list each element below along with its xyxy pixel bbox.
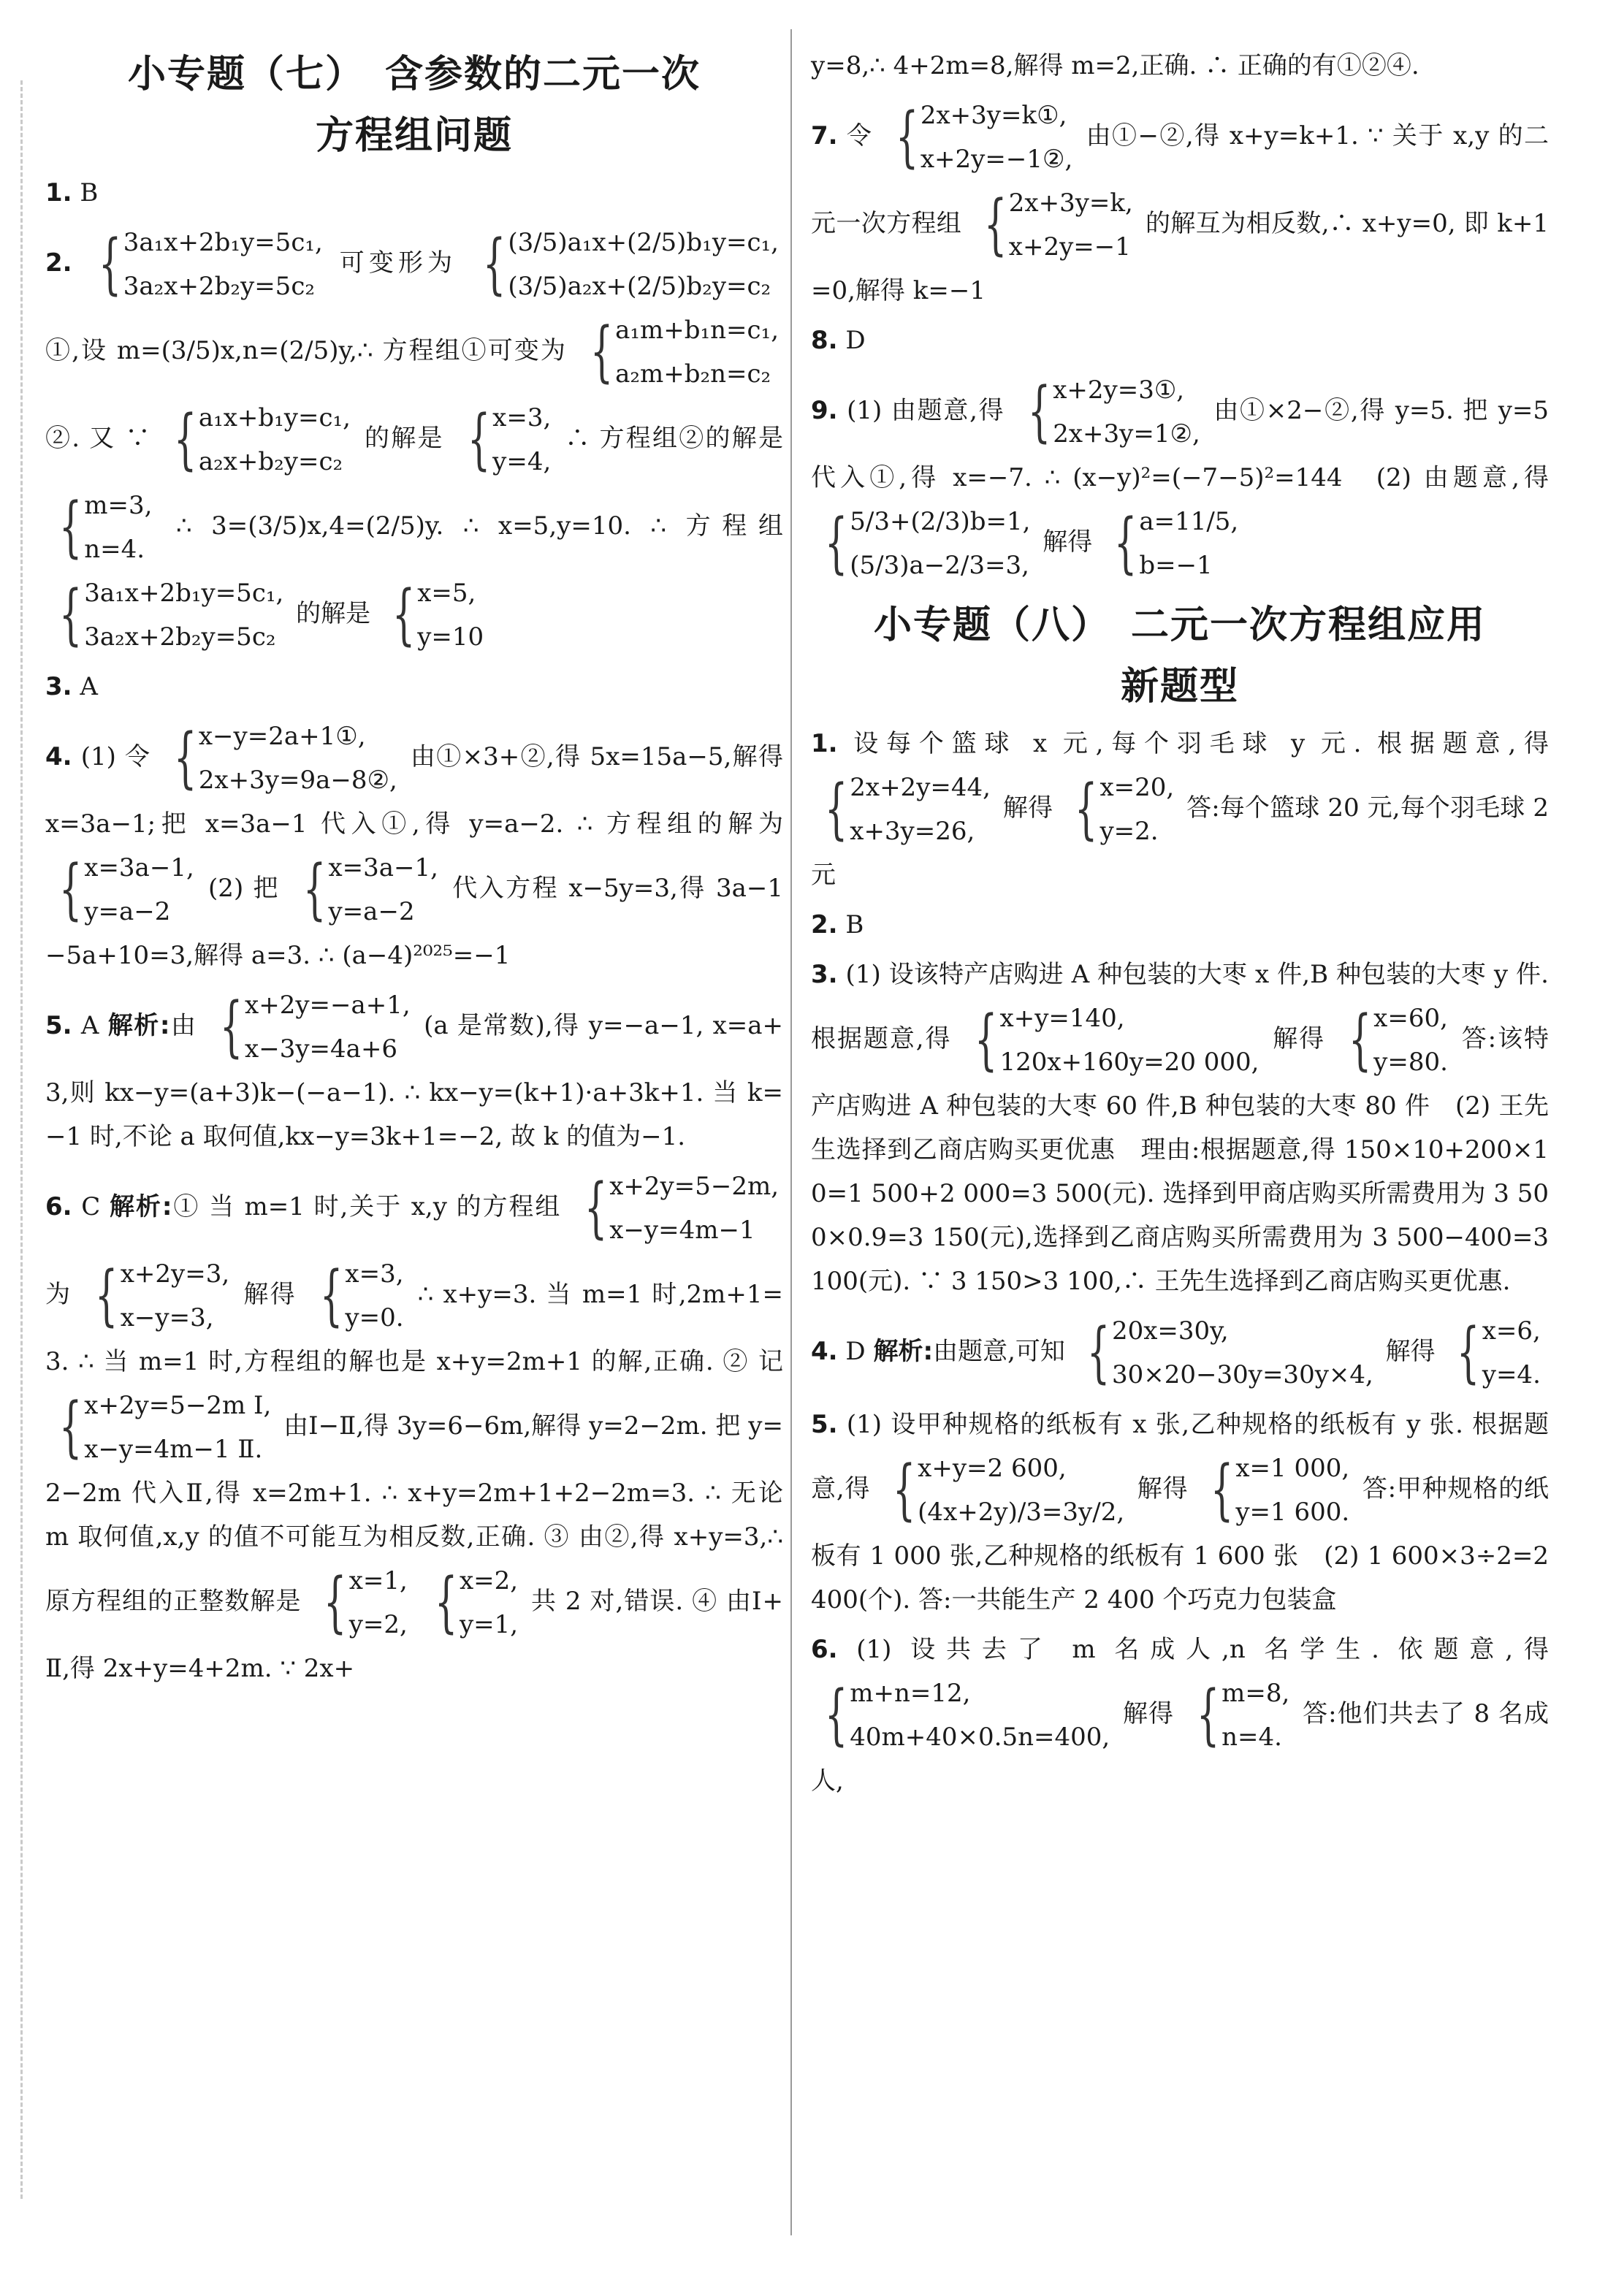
equation-system: { x=20, y=2. [1075,771,1175,847]
equation-system: { x=6, y=4. [1457,1314,1541,1391]
equation-system: { 2x+2y=44, x+3y=26, [824,771,991,847]
binding-margin-line [20,80,23,2199]
equation-system: { x=1, y=2, [324,1564,408,1641]
equation-system: { (3/5)a₁x+(2/5)b₁y=c₁, (3/5)a₂x+(2/5)b₂y=c₂ [482,226,779,302]
equation-system: { 2x+3y=k, x+2y=−1 [983,186,1133,263]
answer-item-1: 1. B [45,178,99,207]
answer-item-r3: 3. (1) 设该特产店购进 A 种包装的大枣 x 件,B 种包装的大枣 y 件. 根据题意,得 { x+y=140, 120x+160y=20 000, 解得 { x=60, y=80. 答:该特产店购进 A 种包装的大枣 60 件,B 种包装的大枣 80 件 (2) 王先生选择到乙商店购买更优惠 理由:根据题意,得 150×10+200×10=1 500+2 000=3 500(元). 选择到甲商店购买所需费用为 3 500×0.9=3 150(元),选择到乙商店购买所需费用为 3 500−400=3 100(元). ∵ 3 150>3 100,∴ 王先生选择到乙商店购买更优惠. [811,960,1550,1296]
equation-system: { x+y=140, 120x+160y=20 000, [975,1002,1259,1078]
equation-system: { 3a₁x+2b₁y=5c₁, 3a₂x+2b₂y=5c₂ [58,576,284,653]
equation-system: { x=5, y=10 [392,576,484,653]
answer-item-2: 2. { 3a₁x+2b₁y=5c₁, 3a₂x+2b₂y=5c₂ 可变形为 { (3/5)a₁x+(2/5)b₁y=c₁, (3/5)a₂x+(2/5)b₂y=c₂ ①,设 m=(3/5)x,n=(2/5)y,∴ 方程组①可变为 { a₁m+b₁n=c₁, a₂m+b₂n=c₂ ②. 又 ∵ { a₁x+b₁y=c₁, a₂x+b₂y=c₂ 的解是 { x=3, y=4, ∴ 方程组②的解是 { m=3, n=4. ∴ 3=(3/5)x,4=(2/5)y. ∴ x=5,y=10. ∴ 方程组 { 3a₁x+2b₁y=5c₁, 3a₂x+2b₂y=5c₂ 的解是 { x=5, y=10 [45,221,783,659]
equation-system: { x=3a−1, y=a−2 [58,851,194,928]
answer-item-9: 9. (1) 由题意,得 { x+2y=3①, 2x+3y=1②, 由①×2−②,得 y=5. 把 y=5 代入①,得 x=−7. ∴ (x−y)²=(−7−5)²=144 (2) 由题意,得 { 5/3+(2/3)b=1, (5/3)a−2/3=3, 解得 { a=11/5, b=−1 [811,368,1549,587]
right-column [811,44,1549,1809]
answer-item-5: 5. A 解析:由 { x+2y=−a+1, x−3y=4a+6 (a 是常数),得 y=−a−1, x=a+3,则 kx−y=(a+3)k−(−a−1). ∴ kx−y=(k+1)·a+3k+1. 当 k=−1 时,不论 a 取何值,kx−y=3k+1=−2, 故 k 的值为−1. [45,983,783,1159]
section-title-7-line2: 方程组问题 [315,114,513,158]
answer-item-3: 3. A [45,672,98,701]
equation-system: { x=3a−1, y=a−2 [303,851,438,928]
equation-system: { x=2, y=1, [434,1564,519,1641]
equation-system: { a=11/5, b=−1 [1113,505,1239,581]
equation-system: { m+n=12, 40m+40×0.5n=400, [824,1677,1110,1753]
answer-item-r2: 2. B [811,910,864,939]
answer-item-r6: 6. (1) 设共去了 m 名成人,n 名学生. 依题意,得 { m+n=12, 40m+40×0.5n=400, 解得 { m=8, n=4. 答:他们共去了 8 名成人, [811,1635,1550,1796]
equation-system: { m=3, n=4. [58,489,153,565]
equation-system: { x=60, y=80. [1348,1002,1448,1078]
section-title-7-line1: 小专题（七） 含参数的二元一次 [127,53,701,96]
equation-system: { x=3, y=0. [320,1257,404,1334]
equation-system: { x+y=2 600, (4x+2y)/3=3y/2, [892,1452,1125,1528]
left-column [45,44,783,1696]
equation-system: { x−y=2a+1①, 2x+3y=9a−8②, [173,720,397,796]
equation-system: { a₁x+b₁y=c₁, a₂x+b₂y=c₂ [173,401,351,478]
answer-item-6-continued: y=8,∴ 4+2m=8,解得 m=2,正确. ∴ 正确的有①②④. [811,51,1419,80]
equation-system: { x+2y=3①, 2x+3y=1②, [1027,373,1200,450]
answer-item-r5: 5. (1) 设甲种规格的纸板有 x 张,乙种规格的纸板有 y 张. 根据题意,得 { x+y=2 600, (4x+2y)/3=3y/2, 解得 { x=1 000, y=1 600. 答:甲种规格的纸板有 1 000 张,乙种规格的纸板有 1 600 张 (2) 1 600×3÷2=2 400(个). 答:一共能生产 2 400 个巧克力包装盒 [811,1410,1550,1614]
column-divider [790,29,792,2235]
equation-system: { x+2y=5−2m Ⅰ, x−y=4m−1 Ⅱ. [58,1389,272,1465]
answer-item-r1: 1. 设每个篮球 x 元,每个羽毛球 y 元. 根据题意,得 { 2x+2y=44, x+3y=26, 解得 { x=20, y=2. 答:每个篮球 20 元,每个羽毛球 2 元 [811,729,1550,890]
equation-system: { 3a₁x+2b₁y=5c₁, 3a₂x+2b₂y=5c₂ [98,226,323,302]
equation-system: { 5/3+(2/3)b=1, (5/3)a−2/3=3, [824,505,1031,581]
equation-system: { a₁m+b₁n=c₁, a₂m+b₂n=c₂ [590,313,779,390]
answer-item-7: 7. 令 { 2x+3y=k①, x+2y=−1②, 由①−②,得 x+y=k+1. ∵ 关于 x,y 的二元一次方程组 { 2x+3y=k, x+2y=−1 的解互为相反数,∴ x+y=0, 即 k+1=0,解得 k=−1 [811,94,1549,313]
equation-system: { x+2y=−a+1, x−3y=4a+6 [219,988,411,1065]
equation-system: { 2x+3y=k①, x+2y=−1②, [895,99,1073,175]
section-title-8-line2: 新题型 [1120,665,1239,709]
equation-system: { x+2y=5−2m, x−y=4m−1 [584,1170,780,1246]
equation-system: { x+2y=3, x−y=3, [95,1257,230,1334]
equation-system: { m=8, n=4. [1196,1677,1290,1753]
answer-item-6: 6. C 解析:① 当 m=1 时,关于 x,y 的方程组 { x+2y=5−2m, x−y=4m−1 为 { x+2y=3, x−y=3, 解得 { x=3, y=0. ∴ x+y=3. 当 m=1 时,2m+1=3. ∴ 当 m=1 时,方程组的解也是 x+y=2m+1 的解,正确. ② 记 { x+2y=5−2m Ⅰ, x−y=4m−1 Ⅱ. 由Ⅰ−Ⅱ,得 3y=6−6m,解得 y=2−2m. 把 y=2−2m 代入Ⅱ,得 x=2m+1. ∴ x+y=2m+1+2−2m=3. ∴ 无论 m 取何值,x,y 的值不可能互为相反数,正确. ③ 由②,得 x+y=3,∴ 原方程组的正整数解是 { x=1, y=2, { x=2, y=1, 共 2 对,错误. ④ 由Ⅰ+Ⅱ,得 2x+y=4+2m. ∵ 2x+ [45,1164,783,1690]
equation-system: { 20x=30y, 30×20−30y=30y×4, [1086,1314,1373,1391]
answer-item-8: 8. D [811,326,866,355]
answer-item-4: 4. (1) 令 { x−y=2a+1①, 2x+3y=9a−8②, 由①×3+②,得 5x=15a−5,解得 x=3a−1;把 x=3a−1 代入①,得 y=a−2. ∴ 方程组的解为 { x=3a−1, y=a−2 (2) 把 { x=3a−1, y=a−2 代入方程 x−5y=3,得 3a−1−5a+10=3,解得 a=3. ∴ (a−4)²⁰²⁵=−1 [45,714,783,977]
answer-item-r4: 4. D 解析:由题意,可知 { 20x=30y, 30×20−30y=30y×4, 解得 { x=6, y=4. [811,1309,1549,1397]
section-title-8-line1: 小专题（八） 二元一次方程组应用 [873,603,1486,647]
equation-system: { x=3, y=4, [467,401,552,478]
equation-system: { x=1 000, y=1 600. [1210,1452,1350,1528]
